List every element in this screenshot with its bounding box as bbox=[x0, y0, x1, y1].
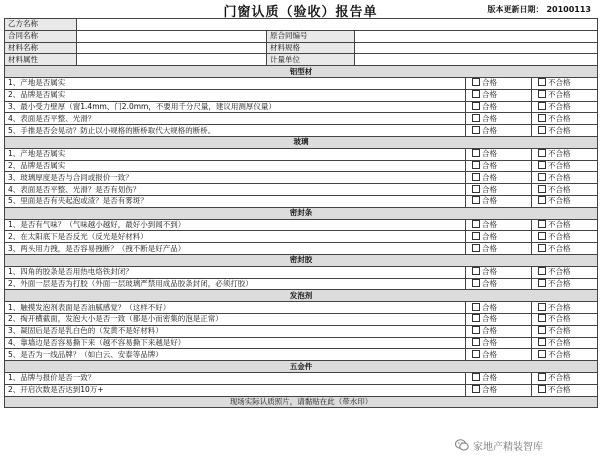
checkbox-icon[interactable] bbox=[538, 185, 546, 193]
check-item-text: 3、最小受力壁厚（窗1.4mm、门2.0mm，不要用千分尺量，建议用测厚仪量） bbox=[5, 101, 466, 113]
checkbox-icon[interactable] bbox=[472, 78, 480, 86]
fail-option[interactable] bbox=[532, 101, 598, 113]
pass-label: 合格 bbox=[482, 302, 497, 312]
watermark-text: 家地产精装智库 bbox=[473, 441, 543, 453]
fail-label: 不合格 bbox=[548, 302, 571, 312]
fail-option[interactable] bbox=[532, 160, 598, 172]
pass-label: 合格 bbox=[482, 149, 497, 159]
checkbox-icon[interactable] bbox=[538, 78, 546, 86]
fail-label: 不合格 bbox=[548, 373, 571, 383]
check-item-row bbox=[5, 160, 598, 172]
material-name-field[interactable] bbox=[77, 42, 267, 54]
checkbox-icon[interactable] bbox=[472, 185, 480, 193]
fail-label: 不合格 bbox=[548, 125, 571, 135]
fail-option[interactable] bbox=[532, 266, 598, 278]
pass-label: 合格 bbox=[482, 267, 497, 277]
section-title: 密封胶 bbox=[5, 254, 598, 266]
pass-option[interactable] bbox=[466, 266, 532, 278]
pass-option[interactable] bbox=[466, 219, 532, 231]
check-item-text: 4、表面是否平整、光滑？ bbox=[5, 113, 466, 125]
checkbox-icon[interactable] bbox=[538, 303, 546, 311]
fail-label: 不合格 bbox=[548, 196, 571, 206]
pass-label: 合格 bbox=[482, 314, 497, 324]
wechat-icon bbox=[455, 438, 469, 452]
checkbox-icon[interactable] bbox=[472, 314, 480, 322]
fail-option[interactable] bbox=[532, 231, 598, 243]
check-item-row bbox=[5, 89, 598, 101]
checkbox-icon[interactable] bbox=[472, 126, 480, 134]
checkbox-icon[interactable] bbox=[472, 350, 480, 358]
check-item-row bbox=[5, 101, 598, 113]
section-header-row bbox=[5, 66, 598, 78]
fail-option[interactable] bbox=[532, 349, 598, 361]
checkbox-icon[interactable] bbox=[472, 90, 480, 98]
checkbox-icon[interactable] bbox=[538, 267, 546, 275]
checkbox-icon[interactable] bbox=[538, 373, 546, 381]
fail-option[interactable] bbox=[532, 313, 598, 325]
fail-label: 不合格 bbox=[548, 90, 571, 100]
pass-label: 合格 bbox=[482, 160, 497, 170]
fail-option[interactable] bbox=[532, 113, 598, 125]
check-item-text: 1、是否有气味？（气味越小越好，最好小到闻不到） bbox=[5, 219, 466, 231]
pass-option[interactable] bbox=[466, 184, 532, 196]
check-item-text: 1、产地是否属实 bbox=[5, 148, 466, 160]
fail-label: 不合格 bbox=[548, 278, 571, 288]
fail-label: 不合格 bbox=[548, 172, 571, 182]
info-row bbox=[5, 30, 598, 42]
check-item-text: 4、靠墙边是否容易撕下来（越不容易撕下来越是好） bbox=[5, 337, 466, 349]
section-title: 发泡剂 bbox=[5, 290, 598, 302]
check-item-text: 4、表面是否平整、光滑？是否有划伤？ bbox=[5, 184, 466, 196]
checkbox-icon[interactable] bbox=[472, 220, 480, 228]
check-item-text: 3、凝固后是否是乳白色的（发黄不是好材料） bbox=[5, 325, 466, 337]
pass-label: 合格 bbox=[482, 101, 497, 111]
pass-option[interactable] bbox=[466, 325, 532, 337]
pass-label: 合格 bbox=[482, 231, 497, 241]
pass-option[interactable] bbox=[466, 372, 532, 384]
pass-option[interactable] bbox=[466, 337, 532, 349]
pass-option[interactable] bbox=[466, 148, 532, 160]
checkbox-icon[interactable] bbox=[472, 303, 480, 311]
fail-option[interactable] bbox=[532, 302, 598, 314]
fail-label: 不合格 bbox=[548, 184, 571, 194]
pass-label: 合格 bbox=[482, 243, 497, 253]
fail-option[interactable] bbox=[532, 219, 598, 231]
checkbox-icon[interactable] bbox=[538, 126, 546, 134]
checkbox-icon[interactable] bbox=[472, 232, 480, 240]
material-spec-label: 材料规格 bbox=[267, 42, 355, 54]
check-item-text: 2、开启次数是否达到10万+ bbox=[5, 384, 466, 396]
photo-row bbox=[5, 396, 598, 408]
checkbox-icon[interactable] bbox=[538, 196, 546, 204]
checkbox-icon[interactable] bbox=[472, 385, 480, 393]
pass-option[interactable] bbox=[466, 89, 532, 101]
material-attr-field[interactable] bbox=[77, 54, 267, 66]
contract-name-field[interactable] bbox=[77, 30, 267, 42]
fail-option[interactable] bbox=[532, 184, 598, 196]
check-item-row bbox=[5, 325, 598, 337]
check-item-row bbox=[5, 278, 598, 290]
checkbox-icon[interactable] bbox=[472, 267, 480, 275]
check-item-text: 2、品牌是否属实 bbox=[5, 89, 466, 101]
pass-label: 合格 bbox=[482, 90, 497, 100]
check-item-text: 2、外面一层是否为打胶（外面一层玻璃严禁用成品胶条封闭，必须打胶） bbox=[5, 278, 466, 290]
fail-label: 不合格 bbox=[548, 78, 571, 88]
checkbox-icon[interactable] bbox=[538, 90, 546, 98]
unit-label: 计量单位 bbox=[267, 54, 355, 66]
check-item-text: 5、手推是否会晃动？防止以小规格的断桥取代大规格的断桥。 bbox=[5, 125, 466, 137]
info-row bbox=[5, 19, 598, 31]
check-item-text: 1、触摸发泡剂表面是否油腻感觉？（这样不好） bbox=[5, 302, 466, 314]
checkbox-icon[interactable] bbox=[472, 338, 480, 346]
section-header-row bbox=[5, 290, 598, 302]
check-item-text: 2、在太阳底下是否反光（反光是好材料） bbox=[5, 231, 466, 243]
contract-name-label: 合同名称 bbox=[5, 30, 77, 42]
check-item-row bbox=[5, 195, 598, 207]
checkbox-icon[interactable] bbox=[472, 114, 480, 122]
check-item-row bbox=[5, 313, 598, 325]
material-name-label: 材料名称 bbox=[5, 42, 77, 54]
version-label: 版本更新日期： bbox=[487, 5, 544, 14]
section-title: 玻璃 bbox=[5, 136, 598, 148]
section-title: 铝型材 bbox=[5, 66, 598, 78]
inspection-form-table bbox=[4, 18, 598, 408]
section-header-row bbox=[5, 207, 598, 219]
fail-option[interactable] bbox=[532, 243, 598, 255]
section-header-row bbox=[5, 254, 598, 266]
fail-label: 不合格 bbox=[548, 385, 571, 395]
checkbox-icon[interactable] bbox=[538, 385, 546, 393]
fail-label: 不合格 bbox=[548, 219, 571, 229]
pass-option[interactable] bbox=[466, 349, 532, 361]
check-item-row bbox=[5, 219, 598, 231]
check-item-row bbox=[5, 302, 598, 314]
material-spec-field[interactable] bbox=[355, 42, 598, 54]
fail-label: 不合格 bbox=[548, 149, 571, 159]
fail-option[interactable] bbox=[532, 325, 598, 337]
checkbox-icon[interactable] bbox=[472, 161, 480, 169]
check-item-text: 2、掏开横截面，发泡大小是否一致（都是小而密集的泡是正常） bbox=[5, 313, 466, 325]
check-item-row bbox=[5, 384, 598, 396]
check-item-row bbox=[5, 231, 598, 243]
check-item-text: 3、玻璃厚度是否与合同或报价一致？ bbox=[5, 172, 466, 184]
check-item-row bbox=[5, 125, 598, 137]
checkbox-icon[interactable] bbox=[538, 314, 546, 322]
pass-option[interactable] bbox=[466, 101, 532, 113]
checkbox-icon[interactable] bbox=[472, 173, 480, 181]
check-item-row bbox=[5, 349, 598, 361]
photo-note: 现场实际认质照片，请黏贴在此（带水印） bbox=[5, 396, 598, 408]
pass-option[interactable] bbox=[466, 231, 532, 243]
checkbox-icon[interactable] bbox=[472, 102, 480, 110]
fail-label: 不合格 bbox=[548, 337, 571, 347]
pass-option[interactable] bbox=[466, 160, 532, 172]
pass-label: 合格 bbox=[482, 172, 497, 182]
info-row bbox=[5, 54, 598, 66]
checkbox-icon[interactable] bbox=[472, 326, 480, 334]
pass-label: 合格 bbox=[482, 278, 497, 288]
party-b-label: 乙方名称 bbox=[5, 19, 77, 31]
checkbox-icon[interactable] bbox=[472, 149, 480, 157]
party-b-field[interactable] bbox=[77, 19, 598, 31]
check-item-row bbox=[5, 172, 598, 184]
fail-option[interactable] bbox=[532, 195, 598, 207]
fail-label: 不合格 bbox=[548, 349, 571, 359]
pass-option[interactable] bbox=[466, 77, 532, 89]
fail-option[interactable] bbox=[532, 384, 598, 396]
pass-option[interactable] bbox=[466, 384, 532, 396]
fail-option[interactable] bbox=[532, 278, 598, 290]
checkbox-icon[interactable] bbox=[538, 350, 546, 358]
pass-label: 合格 bbox=[482, 219, 497, 229]
fail-label: 不合格 bbox=[548, 267, 571, 277]
pass-label: 合格 bbox=[482, 373, 497, 383]
pass-label: 合格 bbox=[482, 196, 497, 206]
fail-label: 不合格 bbox=[548, 326, 571, 336]
check-item-text: 5、里面是否有夹起泡或渣？是否有雾斑？ bbox=[5, 195, 466, 207]
check-item-text: 1、品牌与报价是否一致？ bbox=[5, 372, 466, 384]
pass-label: 合格 bbox=[482, 337, 497, 347]
pass-label: 合格 bbox=[482, 113, 497, 123]
report-title: 门窗认质（验收）报告单 bbox=[223, 5, 378, 20]
checkbox-icon[interactable] bbox=[472, 196, 480, 204]
version-date: 20100113 bbox=[546, 5, 591, 14]
pass-option[interactable] bbox=[466, 313, 532, 325]
pass-option[interactable] bbox=[466, 243, 532, 255]
fail-label: 不合格 bbox=[548, 314, 571, 324]
checkbox-icon[interactable] bbox=[538, 149, 546, 157]
version-info bbox=[484, 4, 591, 15]
checkbox-icon[interactable] bbox=[538, 102, 546, 110]
fail-label: 不合格 bbox=[548, 113, 571, 123]
check-item-text: 1、四角的胶条是否用热电烙铁封闭？ bbox=[5, 266, 466, 278]
fail-label: 不合格 bbox=[548, 160, 571, 170]
check-item-row bbox=[5, 184, 598, 196]
checkbox-icon[interactable] bbox=[538, 114, 546, 122]
fail-option[interactable] bbox=[532, 125, 598, 137]
pass-option[interactable] bbox=[466, 195, 532, 207]
checkbox-icon[interactable] bbox=[538, 161, 546, 169]
pass-option[interactable] bbox=[466, 278, 532, 290]
pass-option[interactable] bbox=[466, 302, 532, 314]
check-item-row bbox=[5, 113, 598, 125]
pass-label: 合格 bbox=[482, 125, 497, 135]
contract-no-field[interactable] bbox=[355, 30, 598, 42]
checkbox-icon[interactable] bbox=[538, 326, 546, 334]
fail-option[interactable] bbox=[532, 148, 598, 160]
check-item-text: 2、品牌是否属实 bbox=[5, 160, 466, 172]
check-item-row bbox=[5, 372, 598, 384]
fail-label: 不合格 bbox=[548, 101, 571, 111]
check-item-row bbox=[5, 243, 598, 255]
check-item-text: 3、两头用力拽，是否容易拽断？（拽不断是好产品） bbox=[5, 243, 466, 255]
checkbox-icon[interactable] bbox=[538, 244, 546, 252]
checkbox-icon[interactable] bbox=[538, 220, 546, 228]
check-item-row bbox=[5, 337, 598, 349]
pass-label: 合格 bbox=[482, 349, 497, 359]
section-header-row bbox=[5, 136, 598, 148]
pass-label: 合格 bbox=[482, 385, 497, 395]
fail-option[interactable] bbox=[532, 172, 598, 184]
pass-label: 合格 bbox=[482, 184, 497, 194]
fail-option[interactable] bbox=[532, 77, 598, 89]
pass-label: 合格 bbox=[482, 78, 497, 88]
contract-no-label: 原合同编号 bbox=[267, 30, 355, 42]
material-attr-label: 材料属性 bbox=[5, 54, 77, 66]
checkbox-icon[interactable] bbox=[472, 279, 480, 287]
info-row bbox=[5, 42, 598, 54]
unit-field[interactable] bbox=[355, 54, 598, 66]
pass-label: 合格 bbox=[482, 326, 497, 336]
fail-option[interactable] bbox=[532, 89, 598, 101]
checkbox-icon[interactable] bbox=[538, 279, 546, 287]
fail-option[interactable] bbox=[532, 337, 598, 349]
checkbox-icon[interactable] bbox=[472, 373, 480, 381]
check-item-row bbox=[5, 77, 598, 89]
fail-label: 不合格 bbox=[548, 243, 571, 253]
check-item-row bbox=[5, 148, 598, 160]
pass-option[interactable] bbox=[466, 125, 532, 137]
checkbox-icon[interactable] bbox=[472, 244, 480, 252]
checkbox-icon[interactable] bbox=[538, 338, 546, 346]
section-title: 密封条 bbox=[5, 207, 598, 219]
check-item-text: 1、产地是否属实 bbox=[5, 77, 466, 89]
checkbox-icon[interactable] bbox=[538, 173, 546, 181]
pass-option[interactable] bbox=[466, 113, 532, 125]
report-header bbox=[0, 0, 601, 18]
watermark bbox=[455, 437, 595, 453]
fail-option[interactable] bbox=[532, 372, 598, 384]
check-item-text: 5、是否为一线品牌？（如白云、安泰等品牌） bbox=[5, 349, 466, 361]
pass-option[interactable] bbox=[466, 172, 532, 184]
section-title: 五金件 bbox=[5, 361, 598, 373]
fail-label: 不合格 bbox=[548, 231, 571, 241]
check-item-row bbox=[5, 266, 598, 278]
section-header-row bbox=[5, 361, 598, 373]
checkbox-icon[interactable] bbox=[538, 232, 546, 240]
